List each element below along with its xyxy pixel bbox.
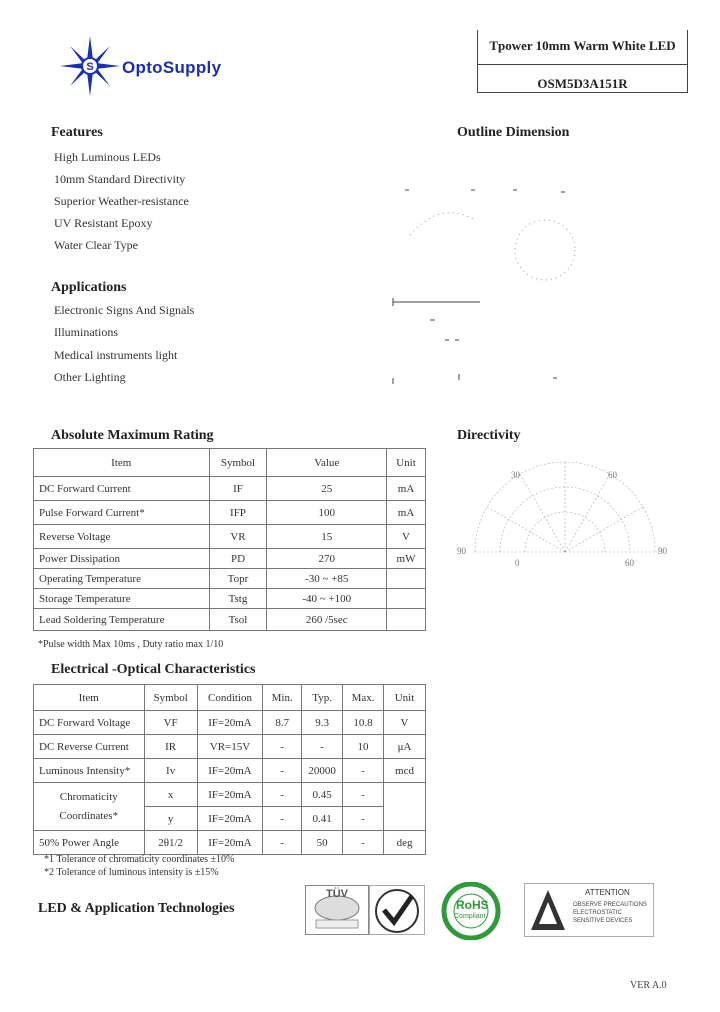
abs-max-table <box>33 448 426 631</box>
chroma-label-line1: Chromaticity <box>59 790 118 803</box>
applications-heading: Applications <box>51 280 127 295</box>
eo-table <box>33 684 426 855</box>
table-cell: mA <box>387 501 426 525</box>
brand-name: OptoSupply <box>122 58 222 77</box>
table-row <box>34 569 426 589</box>
table-row <box>34 783 426 807</box>
table-row <box>34 759 426 783</box>
table-header-row <box>34 449 426 477</box>
table-cell: -30 ~ +85 <box>267 569 387 589</box>
esd-warning-icon <box>529 888 567 932</box>
table-cell: Storage Temperature <box>34 589 210 609</box>
table-header-cell: Item <box>34 449 210 477</box>
table-cell: mW <box>387 549 426 569</box>
table-header-cell: Unit <box>384 685 426 711</box>
quality-certificate <box>369 885 425 935</box>
table-cell: V <box>387 525 426 549</box>
table-cell: - <box>343 831 384 855</box>
table-cell: IF <box>209 477 267 501</box>
table-cell: 0.45 <box>302 783 343 807</box>
directivity-heading: Directivity <box>457 428 521 443</box>
table-cell: IF=20mA <box>197 711 263 735</box>
feature-item: Water Clear Type <box>54 238 138 252</box>
table-cell: Operating Temperature <box>34 569 210 589</box>
table-cell: 9.3 <box>302 711 343 735</box>
table-header-cell: Item <box>34 685 145 711</box>
attention-line: SENSITIVE DEVICES <box>573 918 633 924</box>
table-cell <box>387 589 426 609</box>
table-header-cell: Value <box>267 449 387 477</box>
table-cell: Iv <box>144 759 197 783</box>
table-header-cell: Typ. <box>302 685 343 711</box>
table-cell: Pulse Forward Current* <box>34 501 210 525</box>
brand-logo <box>58 36 278 96</box>
table-cell: IF=20mA <box>197 783 263 807</box>
table-cell: x <box>144 783 197 807</box>
table-cell: DC Forward Voltage <box>34 711 145 735</box>
table-header-row <box>34 685 426 711</box>
table-cell: Reverse Voltage <box>34 525 210 549</box>
table-cell: - <box>263 807 302 831</box>
table-cell: 100 <box>267 501 387 525</box>
directivity-label: 90 <box>658 546 667 556</box>
svg-text:S: S <box>86 61 94 73</box>
table-cell: - <box>263 783 302 807</box>
esd-attention-box <box>524 883 654 937</box>
table-cell: deg <box>384 831 426 855</box>
table-cell: 25 <box>267 477 387 501</box>
table-row <box>34 549 426 569</box>
product-title: Tpower 10mm Warm White LED <box>489 38 676 53</box>
directivity-label: 30 <box>511 470 520 480</box>
table-cell: Power Dissipation <box>34 549 210 569</box>
application-item: Illuminations <box>54 325 118 339</box>
table-cell: VR <box>209 525 267 549</box>
table-cell: - <box>343 783 384 807</box>
eo-note: *2 Tolerance of luminous intensity is ±15% <box>44 867 219 878</box>
table-cell: Lead Soldering Temperature <box>34 609 210 631</box>
directivity-label: 0 <box>515 558 520 568</box>
table-cell: - <box>263 759 302 783</box>
table-cell: IF=20mA <box>197 759 263 783</box>
eo-note: *1 Tolerance of chromaticity coordinates ±10% <box>44 854 235 865</box>
checkmark-seal-icon <box>370 886 424 934</box>
table-cell: 20000 <box>302 759 343 783</box>
table-cell: Topr <box>209 569 267 589</box>
attention-title: ATTENTION <box>585 888 630 897</box>
directivity-label: 90 <box>457 546 466 556</box>
table-cell: DC Reverse Current <box>34 735 145 759</box>
directivity-label: 60 <box>608 470 617 480</box>
feature-item: High Luminous LEDs <box>54 150 161 164</box>
table-row <box>34 477 426 501</box>
tuv-label: TÜV <box>326 888 348 900</box>
feature-item: 10mm Standard Directivity <box>54 172 186 186</box>
table-row <box>34 711 426 735</box>
table-cell: IR <box>144 735 197 759</box>
table-cell: y <box>144 807 197 831</box>
table-cell: PD <box>209 549 267 569</box>
attention-line: OBSERVE PRECAUTIONS <box>573 902 647 908</box>
table-cell: VF <box>144 711 197 735</box>
table-cell: 10 <box>343 735 384 759</box>
rohs-badge <box>436 882 506 940</box>
rohs-sub-label: Compliant <box>454 913 486 920</box>
application-item: Other Lighting <box>54 370 126 384</box>
table-cell: 50% Power Angle <box>34 831 145 855</box>
star-logo-icon <box>58 36 122 96</box>
table-header-cell: Condition <box>197 685 263 711</box>
table-cell: V <box>384 711 426 735</box>
table-header-cell: Unit <box>387 449 426 477</box>
eo-heading: Electrical -Optical Characteristics <box>51 662 256 677</box>
table-cell: mA <box>387 477 426 501</box>
table-header-cell: Min. <box>263 685 302 711</box>
table-header-cell: Symbol <box>144 685 197 711</box>
table-row <box>34 589 426 609</box>
feature-item: UV Resistant Epoxy <box>54 216 153 230</box>
table-cell: 15 <box>267 525 387 549</box>
title-box <box>477 30 688 93</box>
table-row <box>34 735 426 759</box>
table-cell <box>387 609 426 631</box>
abs-max-heading: Absolute Maximum Rating <box>51 428 214 443</box>
company-name: LED & Application Technologies <box>38 901 235 916</box>
chroma-label-line2: Coordinates* <box>59 809 119 822</box>
part-number: OSM5D3A151R <box>537 76 628 91</box>
table-cell: mcd <box>384 759 426 783</box>
table-cell: 50 <box>302 831 343 855</box>
table-cell: IF=20mA <box>197 807 263 831</box>
table-cell: 0.41 <box>302 807 343 831</box>
table-cell: Luminous Intensity* <box>34 759 145 783</box>
table-header-cell: Symbol <box>209 449 267 477</box>
table-cell: IF=20mA <box>197 831 263 855</box>
table-cell: - <box>302 735 343 759</box>
table-row <box>34 501 426 525</box>
table-cell: 260 /5sec <box>267 609 387 631</box>
table-cell: - <box>263 831 302 855</box>
table-cell: - <box>263 735 302 759</box>
table-row <box>34 525 426 549</box>
table-cell: μA <box>384 735 426 759</box>
feature-item: Superior Weather-resistance <box>54 194 189 208</box>
table-row <box>34 609 426 631</box>
outline-heading: Outline Dimension <box>457 125 570 140</box>
table-cell: 8.7 <box>263 711 302 735</box>
table-cell: VR=15V <box>197 735 263 759</box>
table-cell: - <box>343 759 384 783</box>
directivity-label: 60 <box>625 558 634 568</box>
outline-drawing <box>385 180 585 400</box>
directivity-chart <box>455 460 675 570</box>
table-header-cell: Max. <box>343 685 384 711</box>
table-cell: Tsol <box>209 609 267 631</box>
table-cell: 270 <box>267 549 387 569</box>
table-cell: 2θ1/2 <box>144 831 197 855</box>
table-cell: -40 ~ +100 <box>267 589 387 609</box>
table-cell: 10.8 <box>343 711 384 735</box>
application-item: Medical instruments light <box>54 348 178 362</box>
table-cell: Tstg <box>209 589 267 609</box>
features-heading: Features <box>51 125 103 140</box>
table-cell: - <box>343 807 384 831</box>
table-cell <box>384 783 426 831</box>
abs-max-note: *Pulse width Max 10ms , Duty ratio max 1/10 <box>38 639 224 650</box>
rohs-label: RoHS <box>456 898 489 912</box>
table-cell: IFP <box>209 501 267 525</box>
table-row <box>34 831 426 855</box>
attention-line: ELECTROSTATIC <box>573 910 622 916</box>
table-cell <box>387 569 426 589</box>
version-label: VER A.0 <box>630 980 667 991</box>
tuv-certificate <box>305 885 369 935</box>
application-item: Electronic Signs And Signals <box>54 303 195 317</box>
table-cell <box>34 783 145 831</box>
table-cell: DC Forward Current <box>34 477 210 501</box>
